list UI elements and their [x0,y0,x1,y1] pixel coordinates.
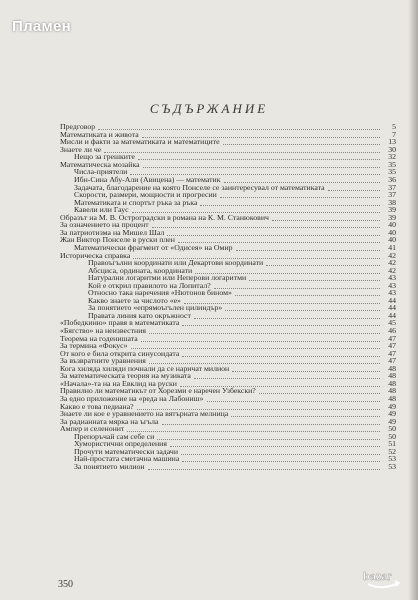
toc-entry-page: 35 [388,159,396,169]
toc-entry-page: 49 [388,401,396,411]
toc-entry-title: Скорости, размери, мощности и прогресии [74,191,217,200]
toc-leader-dots [182,461,380,462]
page-title: СЪДЪРЖАНИЕ [149,101,269,116]
toc-entry-title: «Начала»-та на на Евклид на руски [60,379,177,388]
toc-entry-page: 47 [388,348,396,358]
toc-entry-title: Кой е открил правилото на Лопитал? [88,281,211,290]
toc-entry-page: 7 [392,129,396,139]
toc-entry-title: Абсциса, ордината, координати [88,266,193,275]
toc-entry-page: 48 [388,371,396,381]
toc-leader-dots [231,416,380,417]
toc-entry-title: Кавели или Гаус [74,206,129,215]
toc-entry-title: Математическа мозайка [60,160,140,169]
toc-entry-title: Правоъгълни координати или Декартови координати [88,259,264,268]
toc-entry-page: 47 [388,341,396,351]
toc-entry-title: Относно така наречения «Нютонов бином» [88,289,232,298]
bazar-logo-icon [362,568,408,592]
toc-entry-title: За възвратните уравнения [60,357,146,366]
toc-leader-dots [143,167,380,168]
toc-entry-page: 42 [388,265,396,275]
toc-leader-dots [272,220,380,221]
toc-entry-page: 36 [388,175,396,185]
toc-entry-title: Натурални логаритми или Неперови логаритми [88,274,247,283]
toc-entry-title: От кого е била открита синусоидата [60,349,180,358]
toc-entry-page: 50 [388,424,396,434]
toc-leader-dots [162,424,381,425]
toc-leader-dots [98,129,380,130]
toc-entry-page: 40 [388,227,396,237]
toc-leader-dots [127,431,380,432]
toc-entry-page: 40 [388,220,396,230]
toc-entry-title: Математиката и живота [60,130,139,139]
toc-entry-title: Най-простата сметачна машина [74,455,180,464]
toc-entry-title: За означението на процент [60,221,149,230]
toc-entry-title: Правата линия като окръжност [88,311,191,320]
toc-entry-title: За патриотизма на Мишел Шал [60,228,165,237]
toc-entry-page: 44 [388,310,396,320]
toc-entry-title: Какво знаете за числото «е» [88,296,181,305]
toc-entry-title: За радианната мярка на ъгъла [60,417,159,426]
toc-entry-title: Жан Виктор Понселе в руски плен [60,236,175,245]
toc-entry-page: 32 [388,152,396,162]
toc-leader-dots [236,250,380,251]
toc-entry-title: Математически фрагмент от «Одисея» на Омир [74,243,233,252]
toc-entry-title: Предговор [60,123,96,132]
toc-entry-title: Кога хилядa хиляди почнали да се наричат милион [60,364,230,373]
toc-entry-page: 53 [388,461,396,471]
toc-leader-dots [157,439,380,440]
toc-entry-page: 43 [388,280,396,290]
toc-leader-dots [149,333,380,334]
toc-leader-dots [194,378,380,379]
toc-leader-dots [152,227,380,228]
toc-entry-page: 39 [388,212,396,222]
toc-entry-title: Прочути математически задачи [74,447,178,456]
toc-entry-page: 50 [388,431,396,441]
toc-entry-page: 37 [388,182,396,192]
toc-leader-dots [194,318,380,319]
toc-entry-page: 35 [388,167,396,177]
toc-entry-page: 53 [388,454,396,464]
toc-entry-title: Знаете ли кое е уравнението на вятърната мелница [60,410,229,419]
toc-entry-page: 13 [388,137,396,147]
toc-leader-dots [249,280,380,281]
toc-entry-page: 41 [388,242,396,252]
toc-entry-page: 47 [388,333,396,343]
toc-entry-title: «Победкиню» правя в математиката [60,319,180,328]
toc-entry-title: Ампер и селенонит [60,425,125,434]
toc-leader-dots [235,295,380,296]
toc-entry-page: 49 [388,416,396,426]
toc-leader-dots [259,393,380,394]
toc-entry-page: 39 [388,205,396,215]
toc-entry-title: Ибн-Сина Абу-Али (Авиценa) — математик [74,176,221,185]
toc-entry-page: 52 [388,446,396,456]
toc-entry-title: Препоръчай сам себе си [74,432,155,441]
toc-entry-page: 51 [388,439,396,449]
toc-leader-dots [104,152,380,153]
toc-leader-dots [167,235,380,236]
svg-text:bazar: bazar [363,571,392,583]
toc-entry [74,461,396,471]
toc-leader-dots [225,310,380,311]
toc-leader-dots [266,265,380,266]
toc-leader-dots [214,288,380,289]
toc-leader-dots [182,356,380,357]
toc-entry-title: «Бягство» на неизвестния [60,327,146,336]
toc-leader-dots [207,401,380,402]
toc-entry-title: Правилно ли математикът от Хорезми е наречен Узбекски? [60,387,256,396]
toc-leader-dots [328,190,380,191]
watermark-label: Пламен [12,18,71,35]
toc-entry-page: 45 [388,318,396,328]
toc-entry-title: Образът на М. В. Остроградски в романа на К. М. Станюкович [60,213,269,222]
toc-entry-page: 37 [388,190,396,200]
toc-entry-title: Историческа справка [60,251,131,260]
toc-entry-title: За понятието «епрямоъгълен цилиндър» [88,304,223,313]
toc-entry-page: 38 [388,197,396,207]
toc-entry-page: 47 [388,356,396,366]
toc-entry-page: 44 [388,303,396,313]
toc-entry-title: Задачата, благодарение на която Понселе се заинтересувал от математиката [74,183,325,192]
toc-entry-title: За едно приложение на «реда на Лабониш» [60,394,204,403]
toc-entry-page: 46 [388,326,396,336]
toc-entry-title: За термина «Фокус» [60,342,128,351]
toc-entry-title: Математиката и спортът ръка за ръка [74,198,198,207]
toc-entry-page: 5 [392,122,396,132]
toc-entry-page: 48 [388,363,396,373]
toc-entry-title: Хумористични определения [74,440,167,449]
toc-entry-page: 43 [388,273,396,283]
toc-leader-dots [223,144,380,145]
toc-entry-title: Нещо за грешките [74,153,135,162]
toc-leader-dots [138,159,380,160]
toc-entry-page: 48 [388,378,396,388]
toc-leader-dots [170,446,380,447]
toc-entry-title: Теорема на годенишата [60,334,138,343]
toc-entry-page: 43 [388,288,396,298]
toc-leader-dots [141,341,380,342]
toc-entry-page: 49 [388,409,396,419]
toc-entry-title: Мисли и факти за математиката и математиците [60,138,220,147]
toc-entry-title: За математическата теория на музиката [60,372,191,381]
toc-entry-page: 48 [388,393,396,403]
toc-entry-page: 42 [388,250,396,260]
page-number: 350 [58,579,73,590]
toc-leader-dots [220,197,380,198]
toc-leader-dots [232,371,380,372]
toc-entry-page: 48 [388,386,396,396]
toc-entry-title: Какво е това педиана? [60,402,134,411]
toc-leader-dots [148,469,380,470]
toc-entry-title: Числа-приятели [74,168,128,177]
toc-leader-dots [181,454,380,455]
toc-entry-page: 44 [388,295,396,305]
toc-entry-title: Знаете ли че [60,145,102,154]
toc-leader-dots [182,325,380,326]
toc-entry-page: 30 [388,144,396,154]
toc-entry-title: За понятието милион [74,462,145,471]
toc-entry [60,139,396,146]
toc-entry-page: 40 [388,235,396,245]
toc-entry-page: 42 [388,258,396,268]
toc-leader-dots [200,205,380,206]
